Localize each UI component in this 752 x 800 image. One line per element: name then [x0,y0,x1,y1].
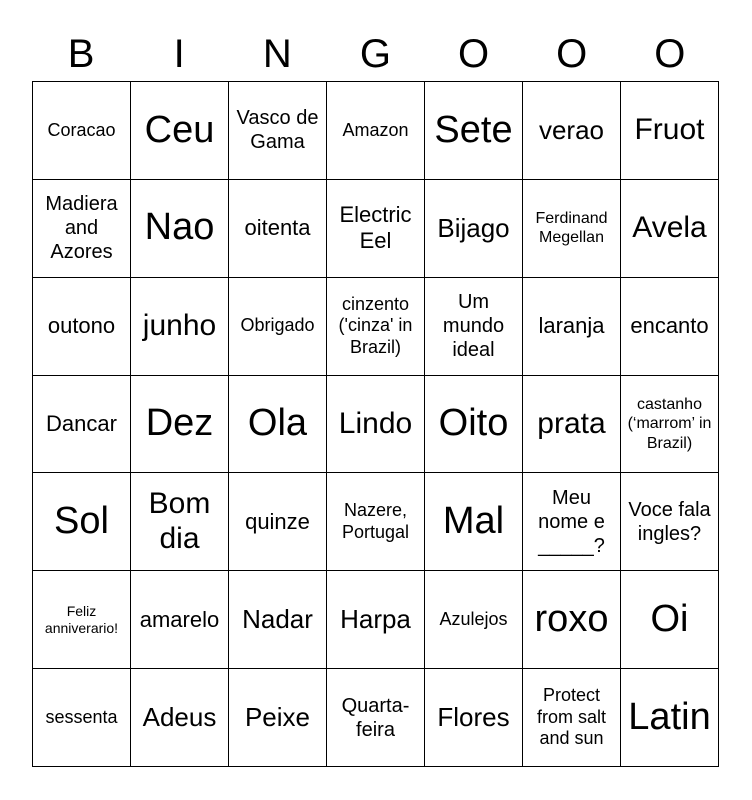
bingo-cell[interactable]: encanto [621,278,719,376]
header-letter-i: I [173,32,185,76]
bingo-cell[interactable]: cinzento ('cinza' in Brazil) [327,278,425,376]
bingo-cell[interactable]: Coracao [33,82,131,180]
header-letter-n: N [262,32,292,76]
bingo-cell[interactable]: Electric Eel [327,180,425,278]
bingo-cell[interactable]: Quarta-feira [327,669,425,767]
bingo-cell[interactable]: castanho (‘marrom’ in Brazil) [621,376,719,474]
bingo-cell[interactable]: Harpa [327,571,425,669]
bingo-cell[interactable]: Peixe [229,669,327,767]
bingo-header [32,28,719,80]
bingo-cell[interactable]: Amazon [327,82,425,180]
bingo-cell[interactable]: Vasco de Gama [229,82,327,180]
bingo-cell[interactable]: roxo [523,571,621,669]
bingo-cell[interactable]: quinze [229,473,327,571]
bingo-cell[interactable]: amarelo [131,571,229,669]
bingo-cell[interactable]: Feliz anniverario! [33,571,131,669]
bingo-cell[interactable]: Nazere, Portugal [327,473,425,571]
bingo-cell[interactable]: Um mundo ideal [425,278,523,376]
bingo-card-grid [32,81,719,767]
bingo-cell[interactable]: Latin [621,669,719,767]
header-letter-o-2: O [556,32,588,76]
header-letter-o-1: O [458,32,490,76]
bingo-cell[interactable]: sessenta [33,669,131,767]
bingo-cell[interactable]: verao [523,82,621,180]
bingo-cell[interactable]: Nao [131,180,229,278]
header-letter-g: G [359,32,391,76]
bingo-cell[interactable]: Oito [425,376,523,474]
bingo-cell[interactable]: Flores [425,669,523,767]
bingo-cell[interactable]: laranja [523,278,621,376]
bingo-cell[interactable]: Mal [425,473,523,571]
bingo-cell[interactable]: Oi [621,571,719,669]
bingo-cell[interactable]: prata [523,376,621,474]
bingo-cell[interactable]: Ceu [131,82,229,180]
bingo-cell[interactable]: Ola [229,376,327,474]
bingo-cell[interactable]: Fruot [621,82,719,180]
bingo-cell[interactable]: junho [131,278,229,376]
bingo-cell[interactable]: Dancar [33,376,131,474]
bingo-cell[interactable]: Bijago [425,180,523,278]
header-letter-b: B [67,32,95,76]
bingo-cell[interactable]: oitenta [229,180,327,278]
bingo-cell[interactable]: Bom dia [131,473,229,571]
bingo-cell[interactable]: Ferdinand Megellan [523,180,621,278]
bingo-cell[interactable]: Voce fala ingles? [621,473,719,571]
bingo-cell[interactable]: Sol [33,473,131,571]
bingo-cell[interactable]: Protect from salt and sun [523,669,621,767]
bingo-cell[interactable]: Lindo [327,376,425,474]
bingo-cell[interactable]: Madiera and Azores [33,180,131,278]
header-letter-o-3: O [654,32,686,76]
bingo-cell[interactable]: Azulejos [425,571,523,669]
bingo-cell[interactable]: Obrigado [229,278,327,376]
bingo-cell[interactable]: Nadar [229,571,327,669]
bingo-cell[interactable]: Dez [131,376,229,474]
bingo-cell[interactable]: Sete [425,82,523,180]
bingo-cell[interactable]: Avela [621,180,719,278]
bingo-cell[interactable]: outono [33,278,131,376]
bingo-cell[interactable]: Adeus [131,669,229,767]
bingo-cell[interactable]: Meu nome e _____? [523,473,621,571]
